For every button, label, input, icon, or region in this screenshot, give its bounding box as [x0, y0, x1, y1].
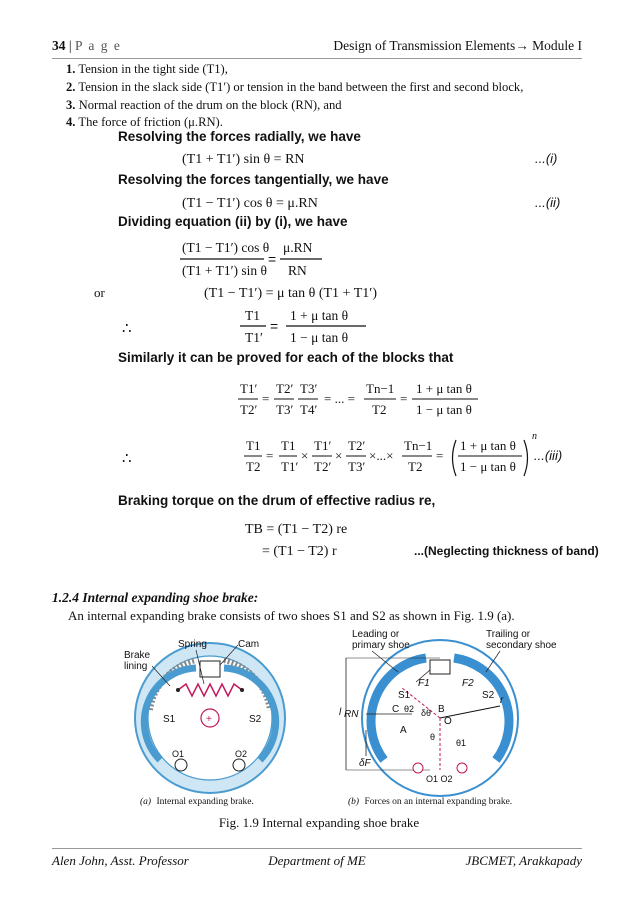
times-dots: ×...× — [369, 448, 394, 463]
chain-term: T1′ — [240, 381, 258, 396]
ratio-numerator: T1 — [245, 308, 260, 323]
fraction-right-denominator: RN — [288, 263, 307, 278]
spring-pin — [240, 688, 244, 692]
chain-term: T2′ — [276, 381, 294, 396]
section-body: An internal expanding brake consists of two shoes S1 and S2 as shown in Fig. 1.9 (a). — [68, 608, 515, 623]
product-term: T3′ — [348, 459, 366, 474]
list-item-text: Normal reaction of the drum on the block (RN), and — [78, 97, 342, 112]
label-theta1: θ1 — [456, 738, 467, 748]
torque-note: ...(Neglecting thickness of band) — [414, 544, 599, 558]
caption-a — [140, 796, 254, 807]
equals-sign: = — [436, 448, 444, 463]
label-brake-lining: Brake — [124, 650, 151, 661]
product-term: T2′ — [348, 438, 366, 453]
label-trailing-2: secondary shoe — [486, 640, 557, 651]
equals-sign: = — [268, 251, 277, 267]
product-term: 1 + μ tan θ — [460, 438, 516, 453]
torque-equation-2: = (T1 − T2) r — [262, 544, 337, 559]
ratio-rhs-denominator: 1 − μ tan θ — [290, 330, 349, 345]
figure-b-forces — [339, 629, 557, 807]
product-term: T1 — [281, 438, 296, 453]
spring-pin — [176, 688, 180, 692]
chain-term: T3′ — [276, 402, 294, 417]
header-title-text: Design of Transmission Elements — [333, 38, 516, 53]
chain-term: T4′ — [300, 402, 318, 417]
therefore-symbol: ∴ — [122, 320, 132, 337]
label-brake-lining-2: lining — [124, 661, 148, 672]
caption-a-prefix: (a) — [140, 797, 152, 807]
caption-b — [348, 796, 512, 807]
equation-2: (T1 − T1′) cos θ = μ.RN — [182, 196, 318, 211]
product-term: Tn−1 — [404, 438, 433, 453]
cam — [200, 661, 220, 677]
equals-sign: = — [270, 318, 279, 334]
label-f1: F1 — [418, 678, 430, 689]
chain-term: 1 + μ tan θ — [416, 381, 472, 396]
therefore-symbol: ∴ — [122, 450, 132, 467]
list-item-number: 2. — [66, 79, 76, 94]
header-module: Module I — [532, 38, 582, 53]
pivot-o1 — [175, 759, 187, 771]
chain-term: Tn−1 — [366, 381, 395, 396]
footer-author: Alen John, Asst. Professor — [52, 853, 189, 868]
torque-text: Braking torque on the drum of effective radius re, — [118, 493, 436, 508]
label-trailing: Trailing or — [486, 629, 531, 640]
equals-sign: = — [400, 391, 408, 406]
footer-institution: JBCMET, Arakkapady — [465, 853, 582, 868]
similarly-text: Similarly it can be proved for each of the blocks that — [118, 350, 454, 365]
fraction-right-numerator: μ.RN — [283, 240, 313, 255]
pivot-o1-b — [413, 763, 423, 773]
label-o: O — [444, 716, 452, 727]
fraction-numerator: (T1 − T1′) cos θ — [182, 240, 270, 255]
page-footer — [52, 848, 582, 868]
plus-icon: + — [206, 714, 212, 725]
label-l: l — [339, 707, 342, 718]
list-item-number: 4. — [66, 115, 76, 130]
page-number-value: 34 — [52, 38, 66, 53]
label-r: r — [500, 695, 504, 706]
section-title: 1.2.4 Internal expanding shoe brake: — [52, 590, 259, 605]
label-theta2: θ2 — [404, 704, 415, 714]
product-term: T1 — [246, 438, 261, 453]
equation-2-tag: ...(ii) — [535, 195, 561, 210]
list-item-text: Tension in the tight side (T1), — [78, 62, 228, 76]
equals-sign: = — [266, 448, 274, 463]
exponent-n: n — [532, 431, 537, 442]
label-s2: S2 — [249, 714, 262, 725]
product-term: T1′ — [314, 438, 332, 453]
arrow-right-icon: → — [515, 38, 529, 53]
label-o2: O2 — [235, 749, 248, 759]
caption-a-text: Internal expanding brake. — [156, 797, 254, 807]
ratio-denominator: T1′ — [245, 330, 263, 345]
equation-3: (T1 − T1′) = μ tan θ (T1 + T1′) — [204, 286, 377, 301]
list-item-number: 1. — [66, 62, 76, 76]
label-df: δF — [359, 758, 371, 769]
dividing-text: Dividing equation (ii) by (i), we have — [118, 214, 348, 229]
tangential-text: Resolving the forces tangentially, we have — [118, 172, 389, 187]
equation-3-tag: ...(iii) — [534, 448, 563, 463]
pivot-o2-b — [457, 763, 467, 773]
label-theta: θ — [430, 732, 436, 742]
chain-term: T2 — [372, 402, 387, 417]
radial-text: Resolving the forces radially, we have — [118, 129, 361, 144]
page-number: 34 | P a g e — [52, 38, 122, 53]
product-term: T2′ — [314, 459, 332, 474]
product-term: T1′ — [281, 459, 299, 474]
label-s2-b: S2 — [482, 690, 495, 701]
chain-term: T2′ — [240, 402, 258, 417]
chain-dots: = ... = — [324, 391, 355, 406]
product-term: T2 — [408, 459, 423, 474]
pivot-o2 — [233, 759, 245, 771]
caption-b-prefix: (b) — [348, 797, 360, 807]
equals-sign: = — [262, 391, 270, 406]
label-cam: Cam — [238, 639, 260, 650]
product-term: 1 − μ tan θ — [460, 459, 516, 474]
caption-b-text: Forces on an internal expanding brake. — [364, 797, 513, 807]
fraction-denominator: (T1 + T1′) sin θ — [182, 263, 268, 278]
label-f2: F2 — [462, 678, 474, 689]
chain-term: T3′ — [300, 381, 318, 396]
label-spring: Spring — [178, 639, 207, 650]
label-s1-b: S1 — [398, 690, 411, 701]
torque-equation-1: TB = (T1 − T2) re — [245, 522, 348, 537]
label-b: B — [438, 704, 445, 715]
equation-1-tag: ...(i) — [535, 151, 558, 166]
or-label: or — [94, 285, 105, 300]
product-term: T2 — [246, 459, 261, 474]
label-leading-2: primary shoe — [352, 640, 410, 651]
label-leading: Leading or — [352, 629, 400, 640]
figure-caption: Fig. 1.9 Internal expanding shoe brake — [218, 815, 420, 830]
figure-a-internal-expanding-brake — [124, 639, 285, 807]
ratio-rhs-numerator: 1 + μ tan θ — [290, 308, 349, 323]
times-sign: × — [335, 448, 343, 463]
label-o1o2: O1 O2 — [426, 774, 453, 784]
times-sign: × — [301, 448, 309, 463]
equation-1: (T1 + T1′) sin θ = RN — [182, 152, 305, 167]
chain-term: 1 − μ tan θ — [416, 402, 472, 417]
list-item-text: The force of friction (μ.RN). — [78, 115, 223, 130]
label-s1: S1 — [163, 714, 176, 725]
list-item-number: 3. — [66, 97, 76, 112]
label-dtheta: δθ — [421, 708, 432, 718]
label-c: C — [392, 704, 400, 715]
list-item-text: Tension in the slack side (T1′) or tension in the band between the first and second block, — [78, 79, 524, 94]
label-a: A — [400, 725, 407, 736]
label-rn: RN — [344, 709, 359, 720]
cam-b — [430, 660, 450, 674]
label-o1: O1 — [172, 749, 185, 759]
footer-department: Department of ME — [268, 853, 366, 868]
page-word: P a g e — [74, 38, 122, 53]
